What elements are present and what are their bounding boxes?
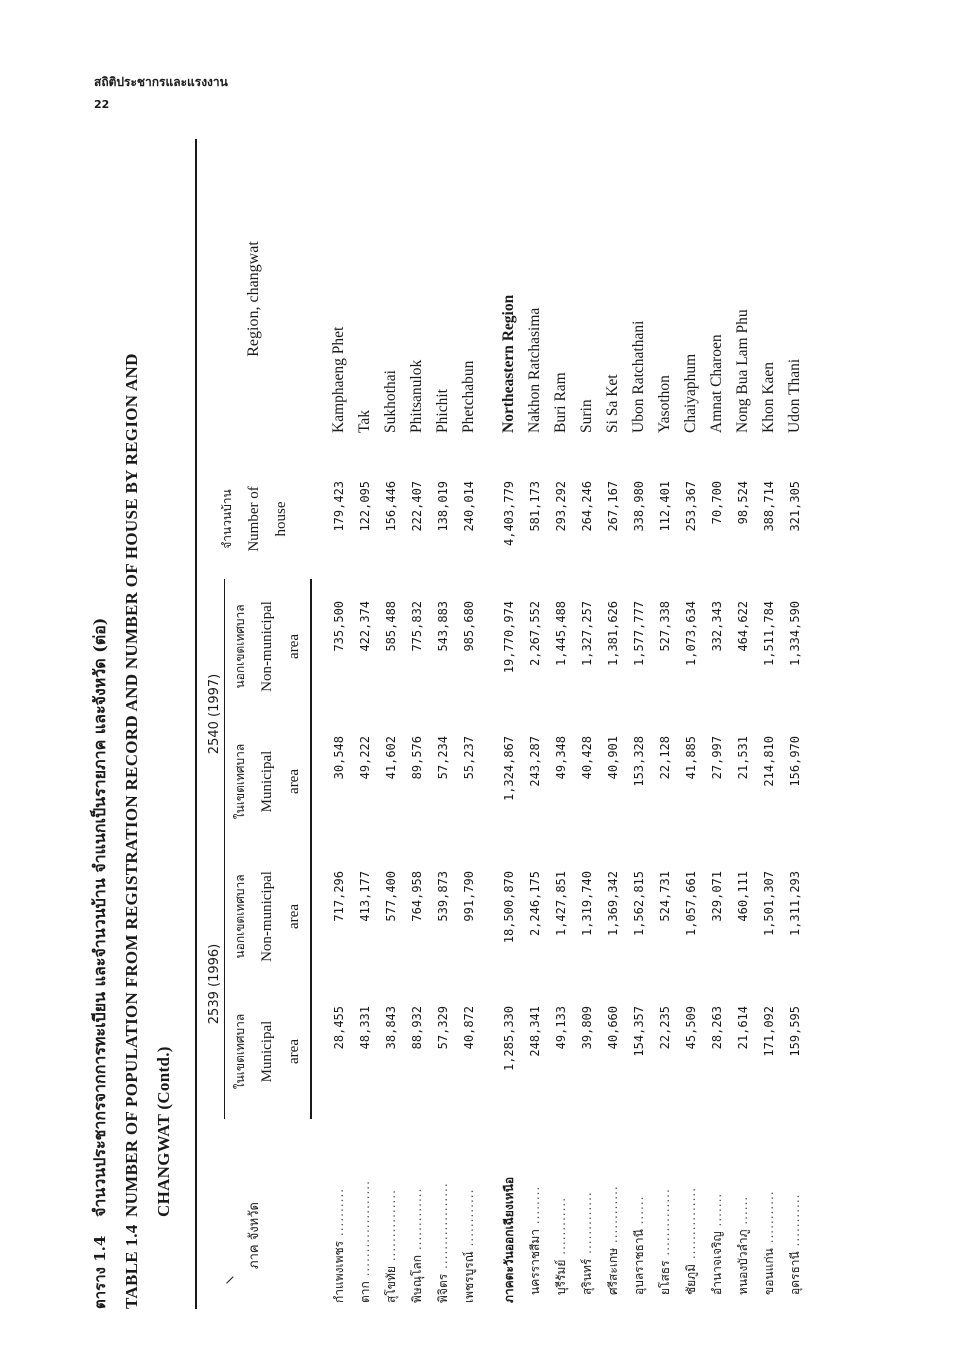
region-english-name: Northeastern Region [500, 294, 517, 433]
cell-non-municipal-1997: 19,770,974 [502, 600, 516, 674]
cell-non-municipal-1996: 460,111 [736, 870, 750, 922]
table-row: อำนาจเจริญ ....... 28,263 329,071 27,997 332,343 70,700 Amnat Charoen [704, 139, 730, 1309]
cell-non-municipal-1997: 1,073,634 [684, 600, 698, 666]
cell-non-municipal-1996: 1,501,307 [762, 870, 776, 937]
header-non-municipal-1996: นอกเขตเทศบาล Non-municipal area [225, 849, 312, 984]
population-table [195, 139, 808, 1309]
cell-municipal-1996: 171,092 [762, 1006, 776, 1057]
title-thai-label: ตาราง 1.4 [91, 1235, 109, 1309]
row-english-name: Si Sa Ket [604, 374, 621, 433]
table-row: พิจิตร .................. 57,329 539,873 57,234 543,883 138,019 Phichit [430, 139, 456, 1309]
cell-non-municipal-1996: 1,369,342 [606, 870, 620, 937]
cell-houses: 138,019 [436, 480, 450, 532]
cell-houses: 98,524 [736, 480, 750, 525]
cell-municipal-1996: 45,509 [684, 1006, 698, 1050]
row-thai-name: ชัยภูมิ [683, 1264, 698, 1295]
row-english-name: Buri Ram [552, 372, 569, 433]
cell-non-municipal-1996: 717,296 [332, 870, 346, 922]
cell-non-municipal-1996: 413,177 [358, 870, 372, 922]
cell-non-municipal-1996: 1,057,661 [684, 870, 698, 937]
header-houses: จำนวนบ้าน Number of house [196, 459, 311, 579]
cell-houses: 321,305 [788, 480, 802, 532]
table-row: ศรีสะเกษ ............ 40,660 1,369,342 40,901 1,381,626 267,167 Si Sa Ket [600, 139, 626, 1309]
cell-municipal-1996: 1,285,330 [502, 1006, 516, 1072]
cell-municipal-1997: 49,222 [358, 735, 372, 780]
cell-houses: 70,700 [710, 480, 724, 525]
title-english-cont: CHANGWAT (Contd.) [154, 1046, 173, 1217]
cell-houses: 253,367 [684, 480, 698, 532]
cell-houses: 338,980 [632, 480, 646, 532]
cell-non-municipal-1997: 585,488 [384, 600, 398, 652]
table-row: นครราชสีมา ........ 248,341 2,246,175 243,287 2,267,552 581,173 Nakhon Ratchasima [522, 139, 548, 1309]
cell-non-municipal-1996: 329,071 [710, 870, 724, 922]
row-thai-name: สุรินทร์ [579, 1258, 594, 1295]
row-thai-name: เพชรบูรณ์ [461, 1251, 476, 1303]
header-municipal-1996: ในเขตเทศบาล Municipal area [225, 984, 312, 1119]
cell-municipal-1997: 153,328 [632, 735, 646, 787]
title-thai [84, 109, 116, 1309]
row-english-name: Chaiyaphum [682, 353, 699, 433]
cell-municipal-1996: 49,133 [554, 1006, 568, 1050]
running-head-title: สถิติประชากรและแรงงาน [94, 75, 228, 89]
row-thai-name: ตาก [357, 1281, 372, 1303]
cell-non-municipal-1997: 2,267,552 [528, 600, 542, 666]
row-english-name: Nakhon Ratchasima [526, 307, 543, 433]
cell-non-municipal-1997: 1,381,626 [606, 600, 620, 666]
row-thai-name: ยโสธร [657, 1260, 672, 1295]
cell-non-municipal-1997: 985,680 [462, 600, 476, 652]
row-english-name: Amnat Charoen [708, 334, 725, 433]
table-row: สุโขทัย ............... 38,843 577,400 41,602 585,488 156,446 Sukhothai [378, 139, 404, 1309]
header-municipal-1997: ในเขตเทศบาล Municipal area [225, 714, 312, 849]
data-table-wrap [195, 139, 808, 1309]
row-english-name: Kamphaeng Phet [330, 326, 347, 433]
cell-houses: 240,014 [462, 480, 476, 532]
cell-non-municipal-1996: 524,731 [658, 870, 672, 922]
row-thai-name: นครราชสีมา [527, 1229, 542, 1295]
cell-municipal-1996: 40,660 [606, 1006, 620, 1050]
cell-non-municipal-1996: 18,500,870 [502, 870, 516, 944]
title-english-label: TABLE 1.4 [122, 1224, 141, 1309]
cell-municipal-1997: 57,234 [436, 735, 450, 780]
cell-non-municipal-1996: 2,246,175 [528, 870, 542, 937]
cell-municipal-1996: 159,595 [788, 1006, 802, 1057]
cell-municipal-1997: 40,428 [580, 735, 594, 780]
row-english-name: Phichit [434, 389, 451, 433]
cell-municipal-1997: 22,128 [658, 735, 672, 780]
table-row: บุรีรัมย์ ............ 49,133 1,427,851 49,348 1,445,488 293,292 Buri Ram [548, 139, 574, 1309]
cell-houses: 156,446 [384, 480, 398, 532]
cell-non-municipal-1997: 775,832 [410, 600, 424, 652]
header-year-1997: 2540 (1997) [196, 579, 225, 849]
cell-municipal-1996: 21,614 [736, 1006, 750, 1050]
cell-non-municipal-1997: 1,334,590 [788, 600, 802, 666]
title-english-text: NUMBER OF POPULATION FROM REGISTRATION RECORD AND NUMBER OF HOUSE BY REGION AND [122, 353, 141, 1217]
cell-non-municipal-1996: 577,400 [384, 870, 398, 922]
cell-municipal-1997: 27,997 [710, 735, 724, 780]
row-english-name: Nong Bua Lam Phu [734, 309, 751, 433]
table-row: ชัยภูมิ ............... 45,509 1,057,661 41,885 1,073,634 253,367 Chaiyaphum [678, 139, 704, 1309]
cell-municipal-1997: 243,287 [528, 735, 542, 787]
cell-houses: 581,173 [528, 480, 542, 532]
cell-municipal-1997: 214,810 [762, 735, 776, 787]
table-row: สุรินทร์ ............. 39,809 1,319,740 40,428 1,327,257 264,246 Surin [574, 139, 600, 1309]
cell-municipal-1997: 21,531 [736, 735, 750, 780]
row-english-name: Phetchabun [460, 360, 477, 433]
cell-municipal-1997: 49,348 [554, 735, 568, 780]
cell-houses: 267,167 [606, 480, 620, 532]
row-thai-name: บุรีรัมย์ [553, 1259, 568, 1295]
row-english-name: Tak [356, 409, 373, 433]
row-thai-name: ขอนแก่น [761, 1248, 776, 1295]
cell-non-municipal-1996: 764,958 [410, 870, 424, 922]
cell-houses: 264,246 [580, 480, 594, 532]
table-row: ยโสธร .............. 22,235 524,731 22,128 527,338 112,401 Yasothon [652, 139, 678, 1309]
cell-municipal-1997: 55,237 [462, 735, 476, 780]
cell-non-municipal-1997: 735,500 [332, 600, 346, 652]
table-row: กำแพงเพชร .......... 28,455 717,296 30,548 735,500 179,423 Kamphaeng Phet [326, 139, 352, 1309]
table-row: อุบลราชธานี ...... 154,357 1,562,815 153,328 1,577,777 338,980 Ubon Ratchathani [626, 139, 652, 1309]
cell-non-municipal-1996: 539,873 [436, 870, 450, 922]
table-row: เพชรบูรณ์ ............ 40,872 991,790 55,237 985,680 240,014 Phetchabun [456, 139, 482, 1309]
cell-non-municipal-1996: 1,562,815 [632, 870, 646, 937]
cell-non-municipal-1996: 1,311,293 [788, 870, 802, 937]
table-body [311, 139, 808, 1309]
title-english [116, 109, 148, 1309]
cell-houses: 222,407 [410, 480, 424, 532]
cell-municipal-1996: 88,932 [410, 1006, 424, 1050]
table-row: อุดรธานี ........... 159,595 1,311,293 156,970 1,334,590 321,305 Udon Thani [782, 139, 808, 1309]
row-thai-name: อุบลราชธานี [631, 1229, 646, 1295]
row-english-name: Udon Thani [786, 358, 803, 433]
cell-municipal-1996: 28,263 [710, 1006, 724, 1050]
cell-non-municipal-1996: 1,319,740 [580, 870, 594, 937]
cell-non-municipal-1997: 1,577,777 [632, 600, 646, 666]
cell-non-municipal-1997: 422,374 [358, 600, 372, 652]
title-thai-text: จำนวนประชากรจากการทะเบียน และจำนวนบ้าน จำแนกเป็นรายภาค และจังหวัด (ต่อ) [90, 617, 109, 1217]
cell-houses: 112,401 [658, 480, 672, 532]
cell-non-municipal-1997: 543,883 [436, 600, 450, 652]
corner-mark: ⸜ [213, 1275, 237, 1285]
cell-non-municipal-1997: 1,327,257 [580, 600, 594, 666]
cell-municipal-1996: 39,809 [580, 1006, 594, 1050]
cell-municipal-1997: 40,901 [606, 735, 620, 780]
table-row: พิษณุโลก ............. 88,932 764,958 89,576 775,832 222,407 Phitsanulok [404, 139, 430, 1309]
cell-non-municipal-1997: 464,622 [736, 600, 750, 652]
row-thai-name: สุโขทัย [383, 1266, 398, 1303]
cell-municipal-1997: 41,602 [384, 735, 398, 780]
row-english-name: Ubon Ratchathani [630, 320, 647, 433]
cell-non-municipal-1997: 332,343 [710, 600, 724, 652]
cell-municipal-1997: 30,548 [332, 735, 346, 780]
region-thai-name: ภาคตะวันออกเฉียงเหนือ [501, 1176, 516, 1303]
cell-municipal-1996: 28,455 [332, 1006, 346, 1050]
cell-non-municipal-1996: 1,427,851 [554, 870, 568, 937]
row-thai-name: พิจิตร [435, 1273, 450, 1303]
row-thai-name: หนองบัวลำภู [735, 1229, 750, 1295]
cell-houses: 388,714 [762, 480, 776, 532]
cell-municipal-1997: 1,324,867 [502, 735, 516, 802]
page-number: 22 [94, 98, 110, 111]
cell-municipal-1996: 48,331 [358, 1006, 372, 1050]
cell-municipal-1996: 57,329 [436, 1006, 450, 1050]
cell-non-municipal-1996: 991,790 [462, 870, 476, 922]
cell-municipal-1996: 22,235 [658, 1006, 672, 1050]
row-thai-name: อุดรธานี [787, 1251, 802, 1295]
header-non-municipal-1997: นอกเขตเทศบาล Non-municipal area [225, 579, 312, 714]
cell-municipal-1997: 41,885 [684, 735, 698, 780]
cell-non-municipal-1997: 1,511,784 [762, 600, 776, 666]
region-total-row [496, 139, 522, 1309]
table-row: ตาก .................... 48,331 413,177 49,222 422,374 122,095 Tak [352, 139, 378, 1309]
table-row: หนองบัวลำภู ...... 21,614 460,111 21,531 464,622 98,524 Nong Bua Lam Phu [730, 139, 756, 1309]
cell-non-municipal-1997: 1,445,488 [554, 600, 568, 666]
table-title [84, 109, 180, 1309]
cell-houses: 4,403,779 [502, 480, 516, 546]
row-english-name: Khon Kaen [760, 361, 777, 433]
cell-municipal-1997: 89,576 [410, 735, 424, 780]
cell-municipal-1996: 248,341 [528, 1006, 542, 1057]
row-english-name: Phitsanulok [408, 359, 425, 433]
row-english-name: Surin [578, 399, 595, 433]
row-thai-name: พิษณุโลก [409, 1254, 424, 1303]
header-region-thai: ⸜ ภาค จังหวัด [196, 1119, 311, 1309]
cell-houses: 293,292 [554, 480, 568, 532]
cell-municipal-1996: 154,357 [632, 1006, 646, 1057]
cell-houses: 179,423 [332, 480, 346, 532]
cell-houses: 122,095 [358, 480, 372, 532]
table-row: ขอนแก่น ........... 171,092 1,501,307 214,810 1,511,784 388,714 Khon Kaen [756, 139, 782, 1309]
row-english-name: Yasothon [656, 375, 673, 433]
header-region-english: Region, changwat [196, 139, 311, 459]
row-thai-name: อำนาจเจริญ [709, 1231, 724, 1295]
cell-municipal-1996: 40,872 [462, 1006, 476, 1050]
row-thai-name: กำแพงเพชร [331, 1240, 346, 1303]
cell-non-municipal-1997: 527,338 [658, 600, 672, 652]
row-thai-name: ศรีสะเกษ [605, 1247, 620, 1295]
header-year-1996: 2539 (1996) [196, 849, 225, 1119]
cell-municipal-1997: 156,970 [788, 735, 802, 787]
cell-municipal-1996: 38,843 [384, 1006, 398, 1050]
row-english-name: Sukhothai [382, 370, 399, 433]
